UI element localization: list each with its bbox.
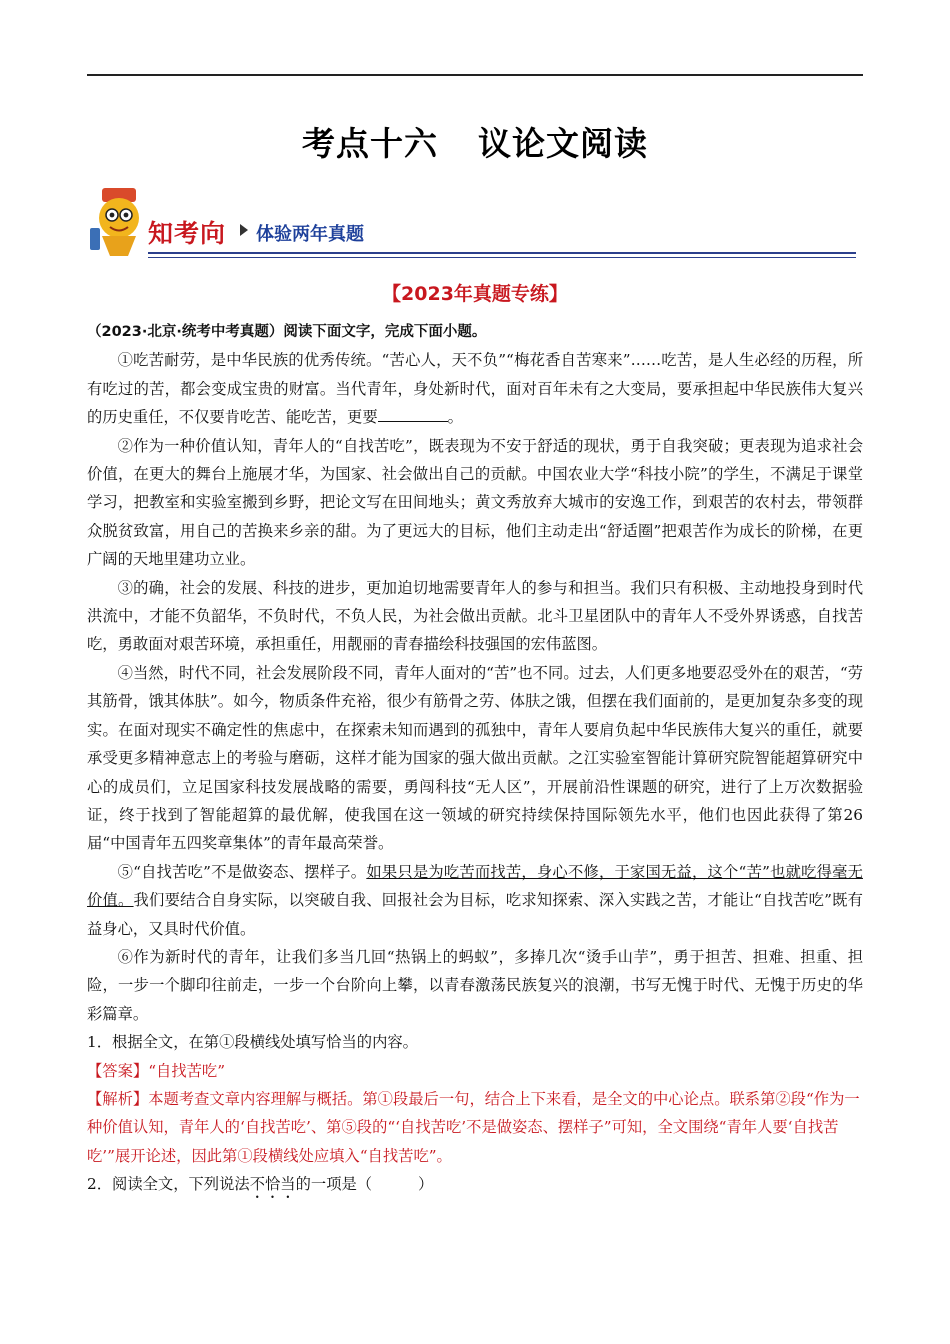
paragraph-5-rest: 我们要结合自身实际，以突破自我、回报社会为目标，吃求知探索、深入实践之苦，才能让“自找苦吃”既有益身心，又具时代价值。 (87, 891, 863, 938)
paragraph-1-text: ①吃苦耐劳，是中华民族的优秀传统。“苦心人，天不负”“梅花香自苦寒来”……吃苦，是人生必经的历程，所有吃过的苦，都会变成宝贵的财富。当代青年，身处新时代，面对百年未有之大变局，要承担起中华民族伟大复兴的历史重任，不仅要肯吃苦、能吃苦，更要 (87, 351, 863, 427)
paragraph-1 (87, 346, 863, 431)
question-2-pre: 2．阅读全文，下列说法 (87, 1175, 250, 1194)
article-body (87, 318, 863, 1202)
question-2 (87, 1170, 863, 1202)
page-title (0, 118, 950, 165)
section-banner (88, 184, 856, 260)
banner-rule (148, 252, 856, 254)
answer-1 (87, 1057, 863, 1085)
question-2-emphasis: 不恰当 (249, 1175, 296, 1194)
banner-subtitle: 体验两年真题 (256, 224, 364, 245)
paragraph-4: ④当然，时代不同，社会发展阶段不同，青年人面对的“苦”也不同。过去，人们更多地要忍受外在的艰苦，“劳其筋骨，饿其体肤”。如今，物质条件充裕，很少有筋骨之劳、体肤之饿，但摆在我们面前的，是更加复杂多变的现实。在面对现实不确定性的焦虑中，在探索未知而遇到的孤独中，青年人要肩负起中华民族伟大复兴的重任，就要承受更多精神意志上的考验与磨砺，这样才能为国家的强大做出贡献。之江实验室智能计算研究院智能超算研究中心的成员们，立足国家科技发展战略的需要，勇闯科技“无人区”，开展前沿性课题的研究，进行了上万次数据验证，终于找到了智能超算的最优解，使我国在这一领域的研究持续保持国际领先水平，他们也因此获得了第26届“中国青年五四奖章集体”的青年最高荣誉。 (87, 663, 863, 853)
title-part1: 考点十六 (302, 124, 438, 163)
section-heading: 【2023年真题专练】 (382, 283, 568, 305)
answer-label: 【答案】 (87, 1061, 149, 1080)
triangle-right-icon (240, 224, 248, 236)
banner-title: 知考向 (148, 219, 227, 248)
question-1: 1．根据全文，在第①段横线处填写恰当的内容。 (87, 1033, 418, 1052)
paragraph-3: ③的确，社会的发展、科技的进步，更加迫切地需要青年人的参与和担当。我们只有积极、主动地投身到时代洪流中，才能不负韶华，不负时代，不负人民，为社会做出贡献。北斗卫星团队中的青年人不受外界诱惑，自找苦吃，勇敢面对艰苦环境，承担重任，用靓丽的青春描绘科技强国的宏伟蓝图。 (87, 578, 863, 654)
analysis-1 (87, 1085, 863, 1170)
paragraph-2: ②作为一种价值认知，青年人的“自找苦吃”，既表现为不安于舒适的现状，勇于自我突破；更表现为追求社会价值，在更大的舞台上施展才华，为国家、社会做出自己的贡献。中国农业大学“科技小院”的学生，不满足于课堂学习，把教室和实验室搬到乡野，把论文写在田间地头；黄文秀放弃大城市的安逸工作，到艰苦的农村去，带领群众脱贫致富，用自己的苦换来乡亲的甜。为了更远大的目标，他们主动走出“舒适圈”把艰苦作为成长的阶梯，在更广阔的天地里建功立业。 (87, 436, 863, 569)
answer-text: “自找苦吃” (148, 1061, 226, 1080)
title-part2: 议论文阅读 (478, 124, 648, 163)
banner-rule-thin (148, 257, 856, 258)
paragraph-5 (87, 858, 863, 943)
paragraph-6: ⑥作为新时代的青年，让我们多当几回“热锅上的蚂蚁”，多捧几次“烫手山芋”，勇于担苦、担难、担重、担险，一步一个脚印往前走，一步一个台阶向上攀，以青春激荡民族复兴的浪潮，书写无愧于时代、无愧于历史的华彩篇章。 (87, 947, 863, 1023)
source-line: （2023·北京·统考中考真题）阅读下面文字，完成下面小题。 (87, 324, 487, 340)
pencil-mascot-icon (88, 184, 148, 260)
analysis-label: 【解析】 (87, 1089, 149, 1108)
paragraph-1-end: 。 (447, 408, 463, 427)
underlined-sentence: 如果只是为吃苦而找苦，身心不修，于家国无益，这个“苦”也就吃得毫无价值。 (87, 862, 863, 910)
fill-blank (378, 407, 448, 422)
analysis-text: 本题考查文章内容理解与概括。第①段最后一句，结合上下来看，是全文的中心论点。联系第②段“作为一种价值认知，青年人的‘自找苦吃’、第⑤段的“‘自找苦吃’不是做姿态、摆样子”可知，全文围绕“青年人要‘自找苦吃’”展开论述，因此第①段横线处应填入“自找苦吃”。 (87, 1089, 860, 1165)
question-2-post: 的一项是（ ） (295, 1175, 434, 1194)
paragraph-5-lead: ⑤“自找苦吃”不是做姿态、摆样子。 (117, 862, 367, 881)
top-rule (87, 74, 863, 76)
